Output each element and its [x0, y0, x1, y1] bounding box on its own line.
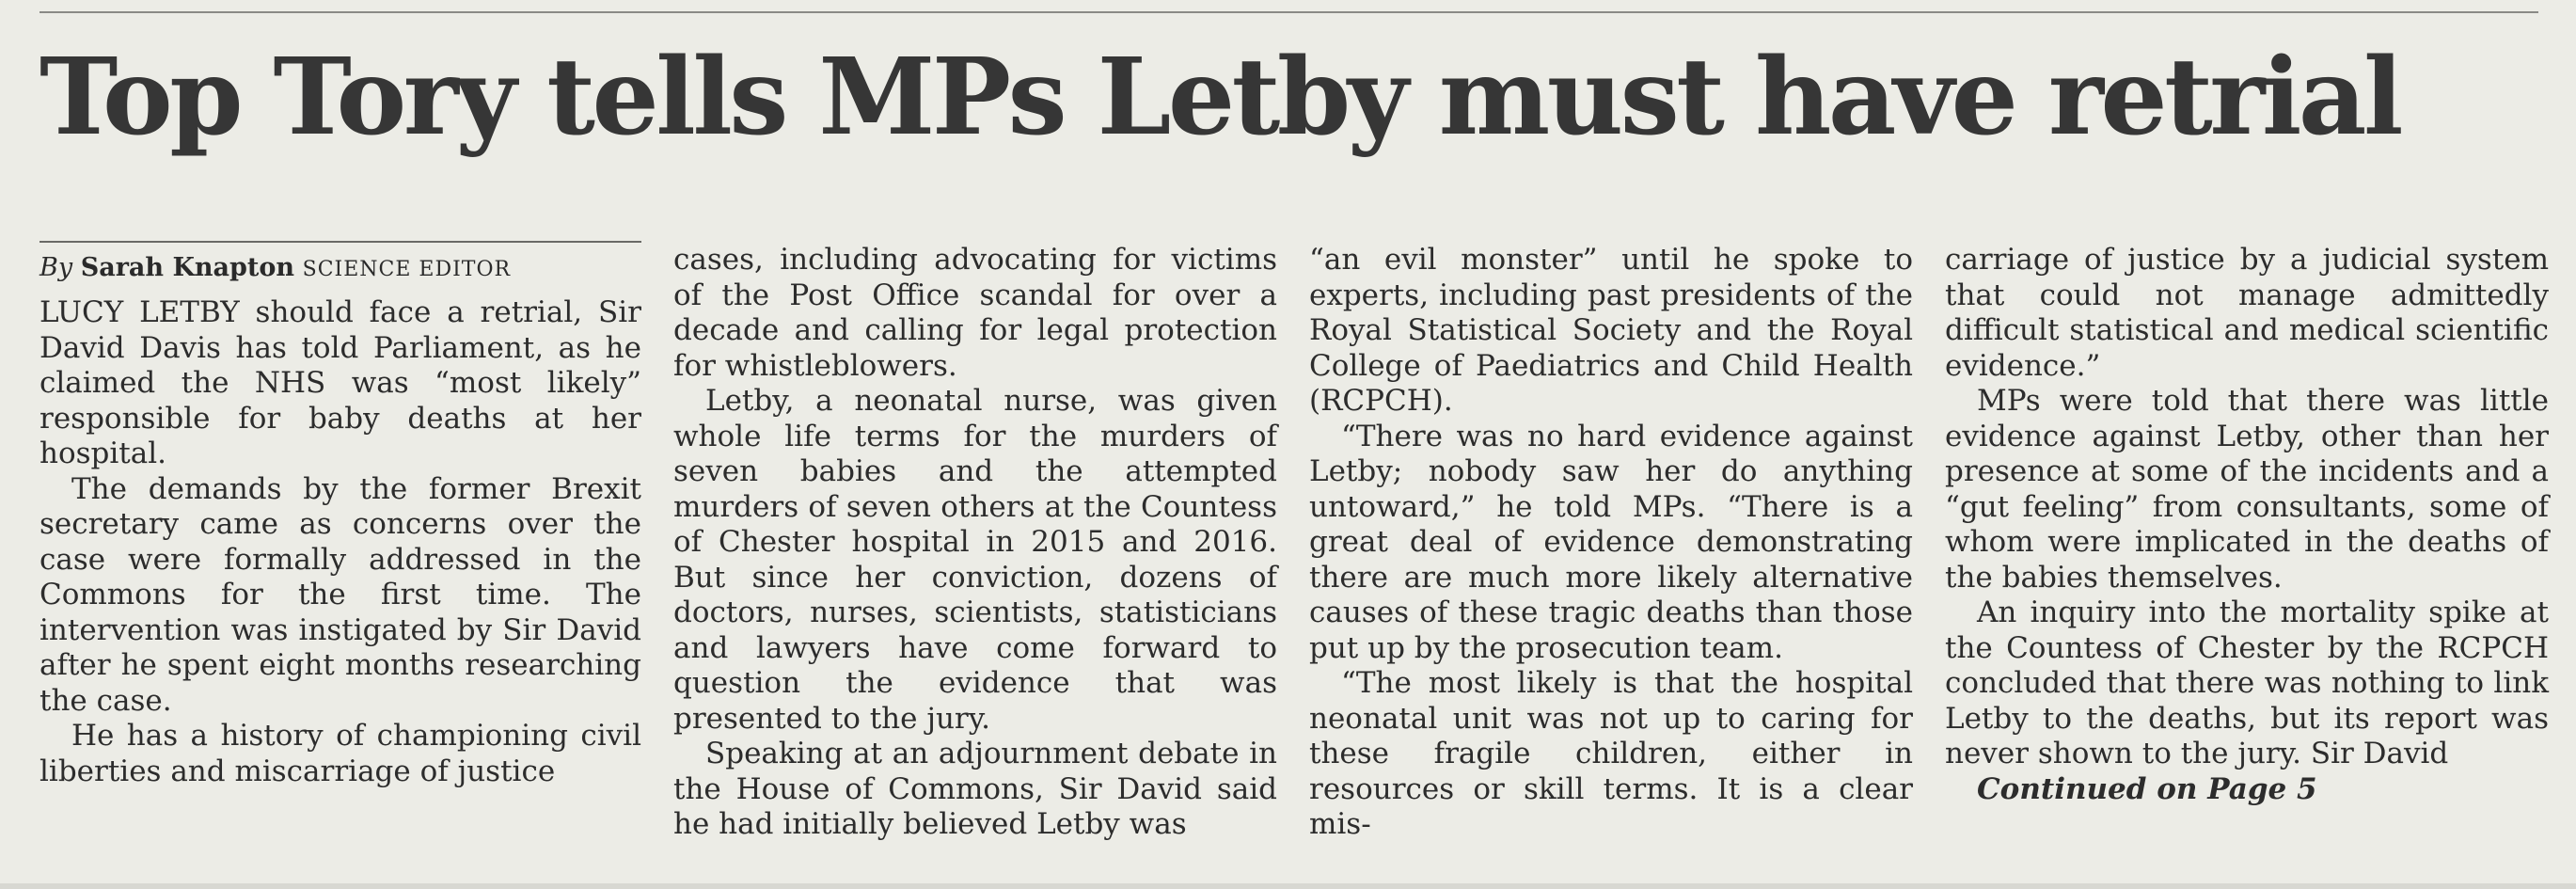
page-bottom-edge	[0, 883, 2576, 889]
byline	[40, 250, 641, 288]
paragraph: cases, including advocating for victims of the Post Office scandal for over a decade and calling for legal protection for whistleblowers.	[673, 243, 1277, 383]
continued-on-page-link[interactable]: Continued on Page 5	[1977, 771, 2317, 806]
article-column-2	[673, 243, 1277, 843]
byline-author: Sarah Knapton	[80, 253, 295, 282]
byline-by: By	[40, 253, 73, 282]
paragraph: “There was no hard evidence against Letby; nobody saw her do anything untoward,” he told MPs. “There is a great deal of evidence demonstrating there are much more likely alternative causes of these tragic deaths than those put up by the prosecution team.	[1309, 419, 1913, 665]
article-column-3	[1309, 243, 1913, 843]
top-rule	[40, 11, 2538, 13]
paragraph: MPs were told that there was little evidence against Letby, other than her presence at some of the incidents and a “gut feeling” from consultants, some of whom were implicated in the deaths of the babies themselves.	[1945, 384, 2549, 595]
paragraph: An inquiry into the mortality spike at the Countess of Chester by the RCPCH concluded that there was nothing to link Letby to the deaths, but its report was never shown to the jury. Sir David	[1945, 595, 2549, 770]
paragraph: Letby, a neonatal nurse, was given whole life terms for the murders of seven babies and the attempted murders of seven others at the Countess of Chester hospital in 2015 and 2016. But since her conviction, dozens of doctors, nurses, scientists, statisticians and lawyers have come forward to question the evidence that was presented to the jury.	[673, 384, 1277, 736]
byline-role: SCIENCE EDITOR	[302, 258, 512, 281]
byline-rule	[40, 241, 641, 243]
paragraph: “The most likely is that the hospital neonatal unit was not up to caring for these fragile children, either in resources or skill terms. It is a clear mis-	[1309, 666, 1913, 841]
article-column-1	[40, 295, 641, 789]
paragraph: Speaking at an adjournment debate in the House of Commons, Sir David said he had initially believed Letby was	[673, 737, 1277, 841]
paragraph: The demands by the former Brexit secretary came as concerns over the case were formally addressed in the Commons for the first time. The intervention was instigated by Sir David after he spent eight months researching the case.	[40, 471, 641, 718]
paragraph: He has a history of championing civil liberties and miscarriage of justice	[40, 719, 641, 788]
paragraph: “an evil monster” until he spoke to experts, including past presidents of the Royal Statistical Society and the Royal College of Paediatrics and Child Health (RCPCH).	[1309, 243, 1913, 418]
headline: Top Tory tells MPs Letby must have retrial	[40, 36, 2400, 159]
paragraph: LUCY LETBY should face a retrial, Sir David Davis has told Parliament, as he claimed the NHS was “most likely” responsible for baby deaths at her hospital.	[40, 295, 641, 470]
paragraph: carriage of justice by a judicial system that could not manage admittedly difficult statistical and medical scientific evidence.”	[1945, 243, 2549, 383]
article-column-4	[1945, 243, 2549, 807]
